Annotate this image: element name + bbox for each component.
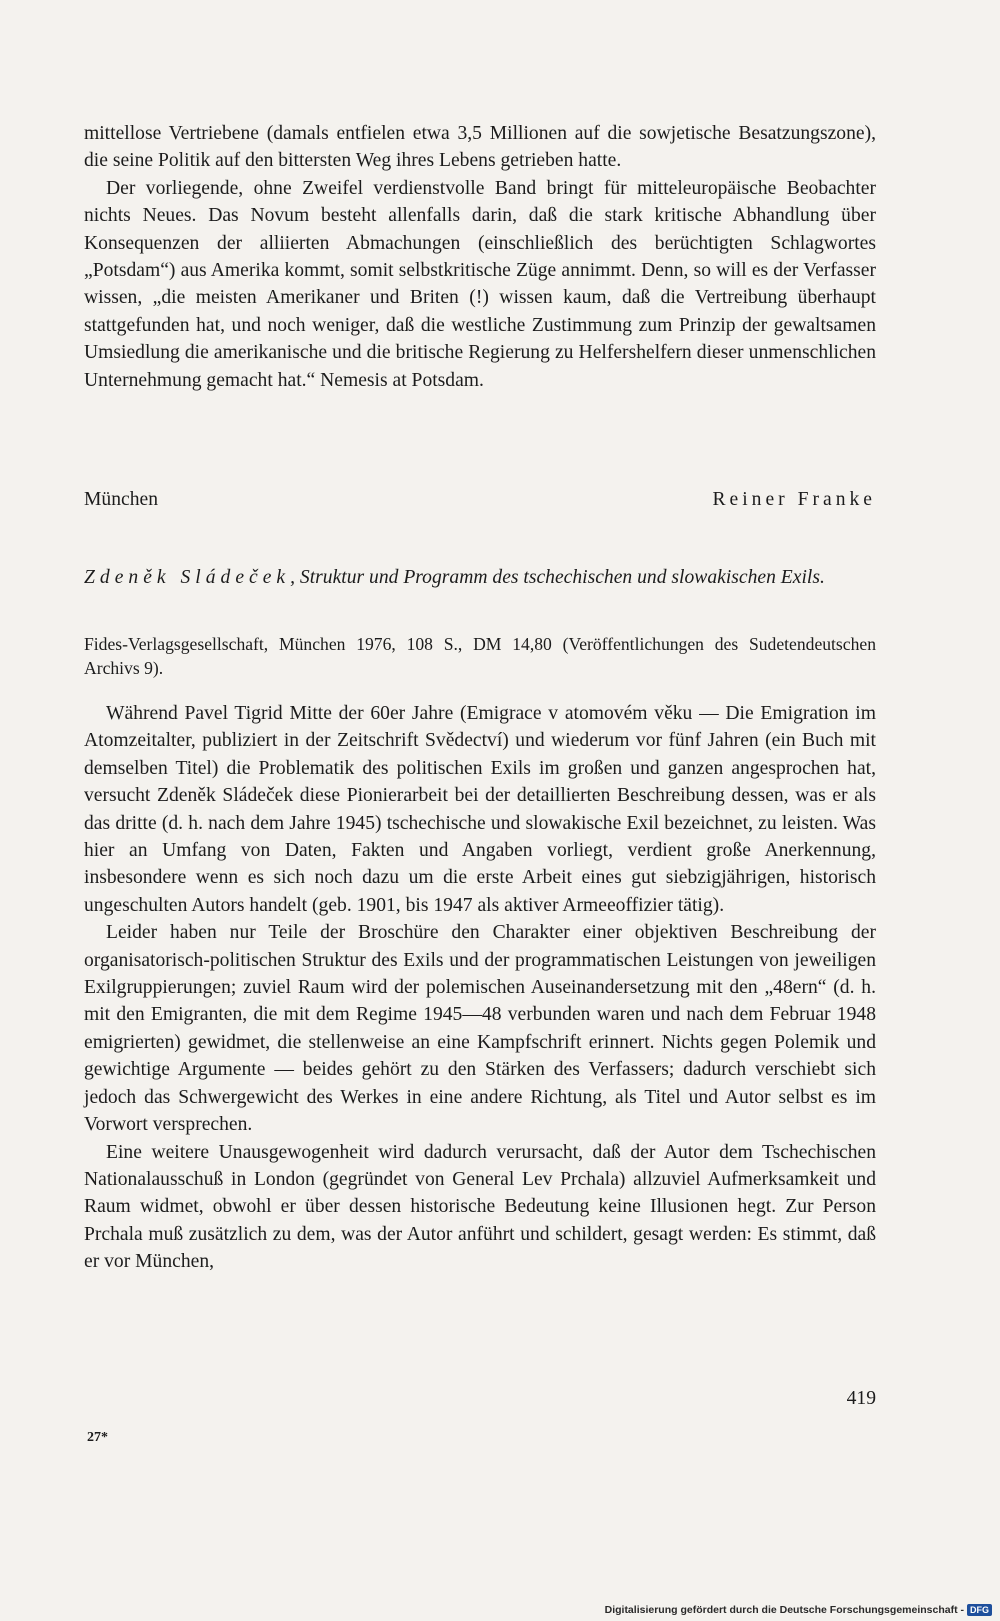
footer-text: Digitalisierung gefördert durch die Deutsche Forschungsgemeinschaft - <box>604 1604 964 1616</box>
paragraph: Während Pavel Tigrid Mitte der 60er Jahre (Emigrace v atomovém věku — Die Emigration im Atomzeitalter, publiziert in der Zeitschrift Svědectví) und wiederum vor fünf Jahren (ein Buch mit demselben Titel) die Problematik des politischen Exils im großen und ganzen angesprochen hat, versucht Zdeněk Sládeček diese Pionierarbeit bei der detaillierten Beschreibung dessen, was er als das dritte (d. h. nach dem Jahre 1945) tschechische und slowakische Exil bezeichnet, zu leisten. Was hier an Umfang von Daten, Fakten und Angaben vorliegt, verdient große Anerkennung, insbesondere wenn es sich noch dazu um die erste Arbeit eines gut siebzigjährigen, historisch ungeschulten Autors handelt (geb. 1901, bis 1947 als aktiver Armeeoffizier tätig). <box>84 703 876 916</box>
signature-place: München <box>84 489 159 510</box>
dfg-logo: DFG <box>967 1604 992 1616</box>
digitization-footer <box>605 1604 992 1616</box>
publication-info: Fides-Verlagsgesellschaft, München 1976, 108 S., DM 14,80 (Veröffentlichungen des Sudetendeutschen Archivs 9). <box>84 634 876 678</box>
paragraph: Leider haben nur Teile der Broschüre den Charakter einer objektiven Beschreibung der organisatorisch-politischen Struktur des Exils und der programmatischen Leistungen von jeweiligen Exilgruppierungen; zuviel Raum wird der polemischen Auseinandersetzung mit den „48ern“ (d. h. mit den Emigranten, die mit dem Regime 1945—48 verbunden waren und nach dem Februar 1948 emigrierten) gewidmet, die stellenweise an eine Kampfschrift erinnert. Nichts gegen Polemik und gewichtige Argumente — beides gehört zu den Stärken des Verfassers; dadurch verschiebt sich jedoch das Schwergewicht des Werkes in eine andere Richtung, als Titel und Autor selbst es im Vorwort versprechen. <box>84 922 876 1136</box>
reviewed-author: Zdeněk Sládeček <box>84 567 291 588</box>
review-heading <box>84 563 876 592</box>
review-continuation-text <box>84 120 876 394</box>
review-body-text <box>84 700 876 1276</box>
signature-author: Reiner Franke <box>712 489 876 510</box>
printer-signature-mark: 27* <box>87 1430 108 1445</box>
paragraph: Der vorliegende, ohne Zweifel verdienstvolle Band bringt für mitteleuropäische Beobachter nichts Neues. Das Novum besteht allenfalls darin, daß die stark kritische Abhandlung über Konsequenzen der alliierten Abmachungen (einschließlich des berüchtigten Schlagwortes „Potsdam“) aus Amerika kommt, somit selbstkritische Züge annimmt. Denn, so will es der Verfasser wissen, „die meisten Amerikaner und Briten (!) wissen kaum, daß die Vertreibung überhaupt stattgefunden hat, und noch weniger, daß die westliche Zustimmung zum Prinzip der gewaltsamen Umsiedlung die amerikanische und die britische Regierung zu Helfershelfern dieser unmenschlichen Unternehmung gemacht hat.“ Nemesis at Potsdam. <box>84 177 876 391</box>
reviewed-title: , Struktur und Programm des tschechischen und slowakischen Exils. <box>290 567 825 588</box>
paragraph: Eine weitere Unausgewogenheit wird dadurch verursacht, daß der Autor dem Tschechischen Nationalausschuß in London (gegründet von General Lev Prchala) allzuviel Aufmerksamkeit und Raum widmet, obwohl er über dessen historische Bedeutung keine Illusionen hegt. Zur Person Prchala muß zusätzlich zu dem, was der Autor anführt und schildert, gesagt werden: Es stimmt, daß er vor München, <box>84 1141 876 1273</box>
page-number: 419 <box>846 1388 876 1409</box>
paragraph: mittellose Vertriebene (damals entfielen etwa 3,5 Millionen auf die sowjetische Besatzungszone), die seine Politik auf den bittersten Weg ihres Lebens getrieben hatte. <box>84 123 876 172</box>
